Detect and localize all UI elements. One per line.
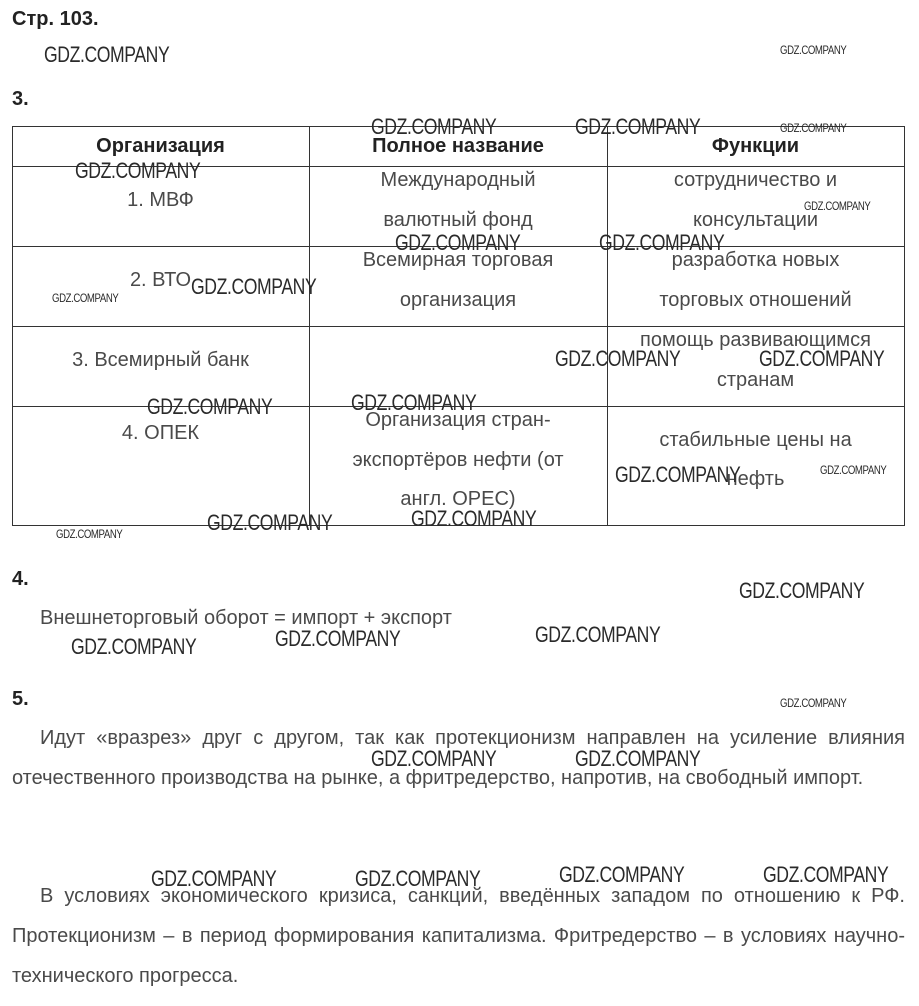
section-4-number: 4. [12, 568, 29, 590]
watermark: GDZ.COMPANY [371, 114, 497, 139]
section-5-paragraph-2: В условиях экономического кризиса, санкций, введённых западом по отношению к РФ. Протекционизм – в период формирования капитализма. Фритредерство – в условиях научно-технического прогресса. [12, 885, 905, 987]
row-1-full-name-line-2: валютный фонд [383, 209, 533, 231]
row-4-full-name-line-3: англ. OPEC) [400, 488, 516, 510]
watermark: GDZ.COMPANY [75, 158, 201, 183]
watermark: GDZ.COMPANY [575, 746, 701, 771]
row-2-full-name-line-2: организация [399, 289, 517, 311]
row-4-functions-line-1: стабильные цены на [659, 429, 852, 451]
watermark: GDZ.COMPANY [355, 866, 481, 891]
header-functions: Функции [711, 135, 800, 157]
watermark: GDZ.COMPANY [275, 626, 401, 651]
row-1-full-name-line-1: Международный [380, 169, 536, 191]
watermark: GDZ.COMPANY [820, 463, 887, 477]
watermark: GDZ.COMPANY [535, 622, 661, 647]
watermark: GDZ.COMPANY [555, 346, 681, 371]
watermark: GDZ.COMPANY [575, 114, 701, 139]
row-2-functions-line-2: торговых отношений [659, 289, 852, 311]
row-3-functions-line-1: помощь развивающимся [640, 329, 871, 351]
row-2-org: 2. ВТО [129, 269, 192, 291]
watermark: GDZ.COMPANY [191, 274, 317, 299]
row-4-functions-line-2: нефть [726, 468, 785, 490]
watermark: GDZ.COMPANY [780, 121, 847, 135]
page-title: Стр. 103. [12, 8, 99, 30]
row-2-full-name-line-1: Всемирная торговая [362, 249, 554, 271]
section-4-formula: Внешнеторговый оборот = импорт + экспорт [40, 607, 452, 629]
section-5-number: 5. [12, 688, 29, 710]
watermark: GDZ.COMPANY [763, 862, 889, 887]
watermark: GDZ.COMPANY [71, 634, 197, 659]
watermark: GDZ.COMPANY [804, 199, 871, 213]
watermark: GDZ.COMPANY [615, 462, 741, 487]
row-4-full-name-line-1: Организация стран- [365, 409, 551, 431]
header-full-name: Полное название [372, 135, 544, 157]
row-1-functions-line-1: сотрудничество и [673, 169, 838, 191]
watermark: GDZ.COMPANY [52, 291, 119, 305]
row-2-functions-line-1: разработка новых [671, 249, 840, 271]
watermark: GDZ.COMPANY [599, 230, 725, 255]
header-organization: Организация [96, 135, 225, 157]
watermark: GDZ.COMPANY [151, 866, 277, 891]
watermark: GDZ.COMPANY [759, 346, 885, 371]
row-4-full-name-line-2: экспортёров нефти (от [352, 449, 564, 471]
row-1-org: 1. МВФ [127, 189, 194, 211]
row-3-org: 3. Всемирный банк [72, 349, 249, 371]
watermark: GDZ.COMPANY [56, 527, 123, 541]
row-1-functions-line-2: консультации [692, 209, 819, 231]
watermark: GDZ.COMPANY [371, 746, 497, 771]
organizations-table [12, 126, 905, 526]
watermark: GDZ.COMPANY [559, 862, 685, 887]
watermark: GDZ.COMPANY [411, 506, 537, 531]
row-3-functions-line-2: странам [716, 369, 795, 391]
section-3-number: 3. [12, 88, 29, 110]
watermark: GDZ.COMPANY [147, 394, 273, 419]
watermark: GDZ.COMPANY [780, 696, 847, 710]
watermark: GDZ.COMPANY [44, 42, 170, 67]
watermark: GDZ.COMPANY [395, 230, 521, 255]
watermark: GDZ.COMPANY [780, 43, 847, 57]
section-5-paragraph-1: Идут «вразрез» друг с другом, так как протекционизм направлен на усиление влияния отечественного производства на рынке, а фритредерство, напротив, на свободный импорт. [12, 727, 905, 789]
watermark: GDZ.COMPANY [207, 510, 333, 535]
watermark: GDZ.COMPANY [739, 578, 865, 603]
row-4-org: 4. ОПЕК [121, 422, 200, 444]
watermark: GDZ.COMPANY [351, 390, 477, 415]
